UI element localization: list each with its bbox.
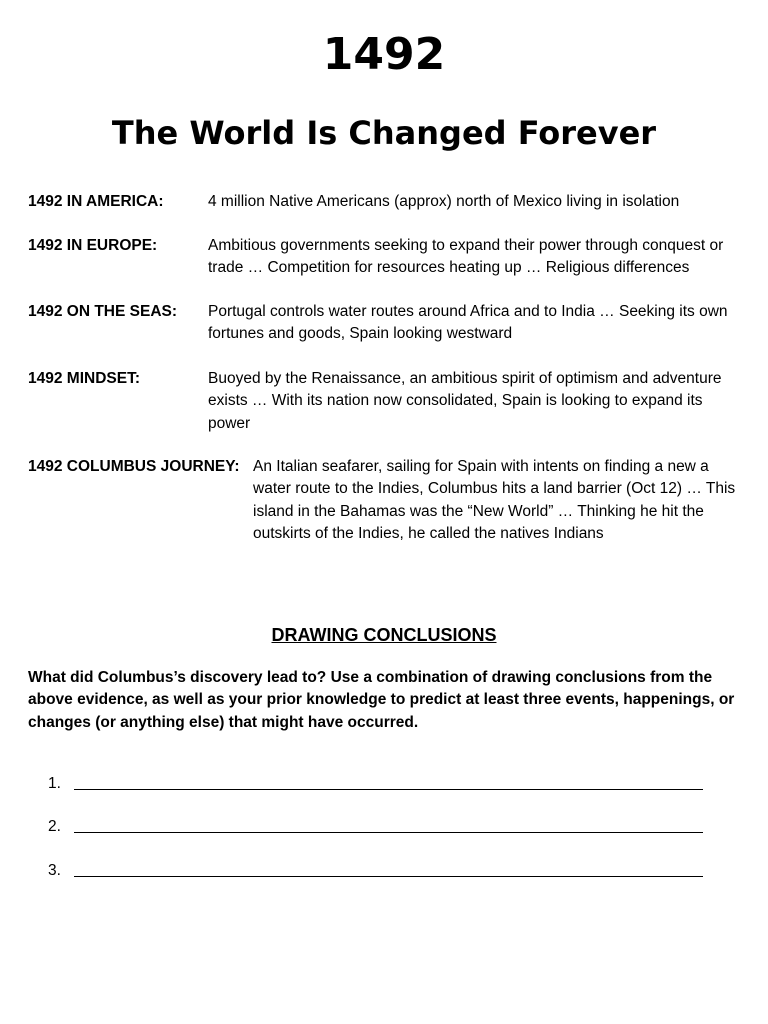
answer-number: 1. — [48, 775, 61, 792]
answer-line-3[interactable] — [48, 860, 708, 882]
entry-label: 1492 ON THE SEAS: — [28, 303, 178, 320]
answer-line-1[interactable] — [48, 773, 708, 795]
answer-number: 2. — [48, 818, 61, 835]
conclusions-prompt: What did Columbus’s discovery lead to? Use a combination of drawing conclusions from the above evidence, as well as your prior knowledge to predict at least three events, happenings, or changes (or anything else) that might have occurred. — [28, 669, 735, 731]
answer-blank[interactable] — [74, 876, 703, 877]
entry-text: Portugal controls water routes around Africa and to India … Seeking its own fortunes and goods, Spain looking westward — [208, 303, 728, 343]
entry-text: 4 million Native Americans (approx) north of Mexico living in isolation — [208, 193, 680, 210]
page-title: 1492 — [322, 29, 446, 80]
answer-line-2[interactable] — [48, 816, 708, 838]
page-subtitle: The World Is Changed Forever — [111, 114, 657, 152]
entry-label: 1492 IN EUROPE: — [28, 237, 158, 254]
entry-mindset — [28, 368, 740, 435]
entry-label: 1492 IN AMERICA: — [28, 193, 164, 210]
entry-label: 1492 MINDSET: — [28, 370, 140, 387]
section-heading: DRAWING CONCLUSIONS — [271, 625, 497, 645]
entry-columbus-journey — [28, 456, 740, 545]
answer-number: 3. — [48, 862, 61, 879]
entry-text: Ambitious governments seeking to expand their power through conquest or trade … Competition for resources heating up … Religious differences — [208, 237, 724, 277]
answer-blank[interactable] — [74, 789, 703, 790]
entry-text: An Italian seafarer, sailing for Spain with intents on finding a new a water route to the Indies, Columbus hits a land barrier (Oct 12) … This island in the Bahamas was the “New World” … Thinking he hit the outskirts of the Indies, he called the natives Indians — [253, 458, 736, 542]
entry-europe — [28, 235, 740, 280]
entry-text: Buoyed by the Renaissance, an ambitious spirit of optimism and adventure exists … With its nation now consolidated, Spain is looking to expand its power — [208, 370, 722, 432]
entry-america — [28, 191, 740, 213]
entry-seas — [28, 301, 740, 346]
answer-blank[interactable] — [74, 832, 703, 833]
entry-label: 1492 COLUMBUS JOURNEY: — [28, 458, 240, 475]
